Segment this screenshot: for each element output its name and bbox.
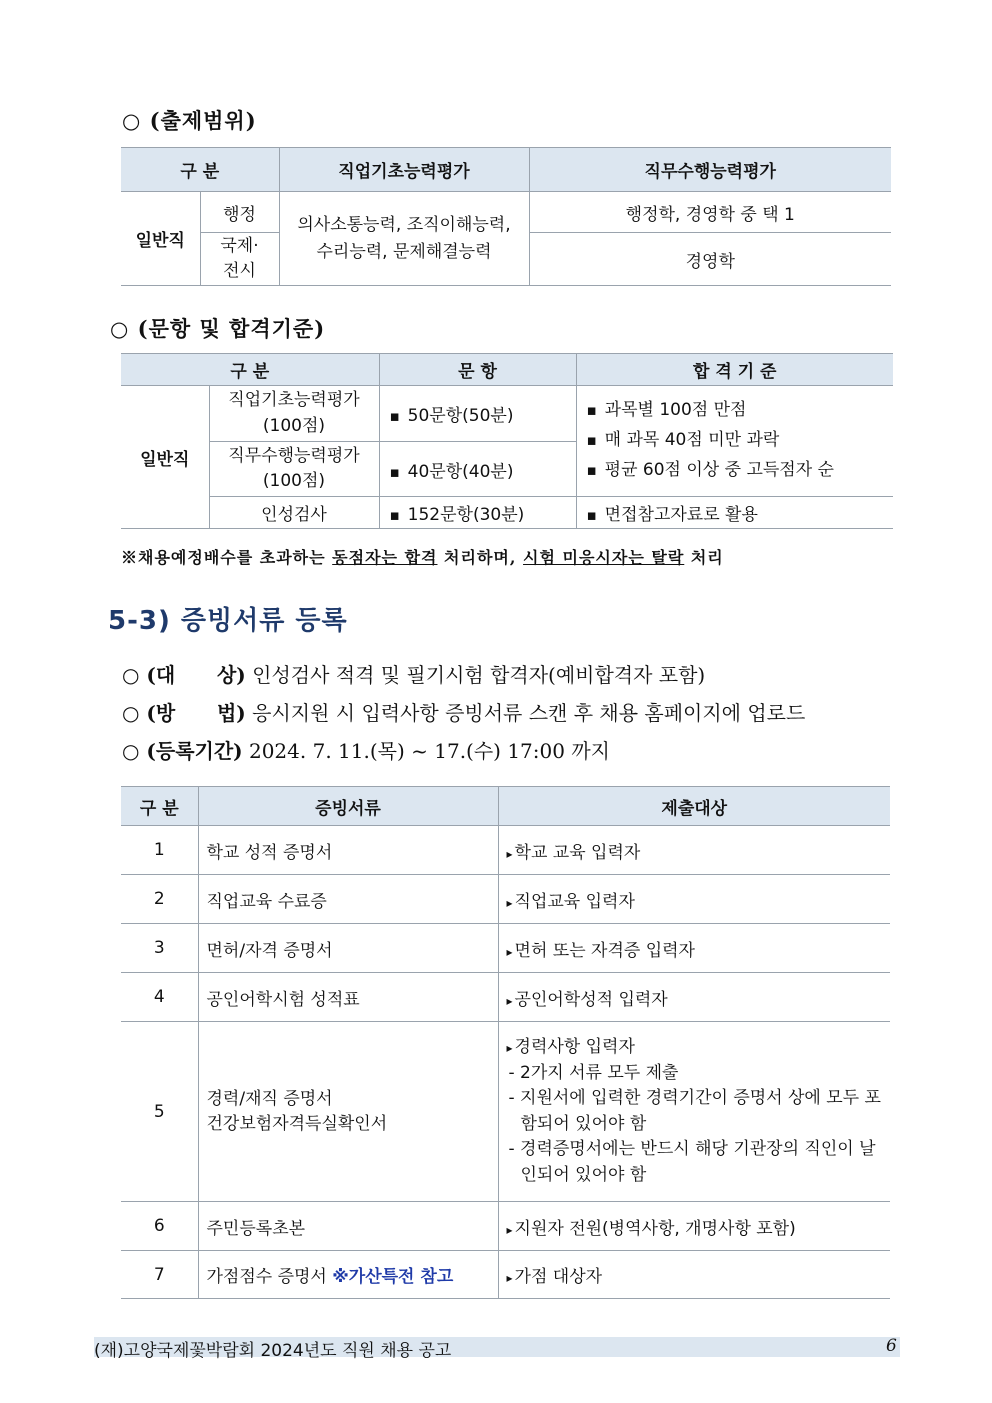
table-row [121, 1251, 890, 1299]
doc-name [198, 1251, 498, 1299]
docs-header-no: 구 분 [121, 787, 198, 826]
criteria-row-items [379, 497, 576, 529]
table-row [121, 826, 890, 875]
criteria-header-items: 문 항 [379, 354, 576, 386]
info-label: ○ (대 상) [122, 663, 246, 687]
section-title: 5-3) 증빙서류 등록 [108, 606, 348, 636]
doc-no: 3 [121, 924, 198, 973]
table-row [121, 1022, 890, 1202]
scope-job-intl: 경영학 [529, 233, 891, 286]
pass-item: ▪ 매 과목 40점 미만 과락 [587, 426, 890, 456]
doc-detail: - 경력증명서에는 반드시 해당 기관장의 직인이 날인되어 있어야 함 [508, 1139, 876, 1185]
doc-name: 학교 성적 증명서 [198, 826, 498, 875]
criteria-heading: ○ (문항 및 합격기준) [110, 316, 326, 341]
criteria-header-category: 구 분 [121, 354, 379, 386]
scope-sub-intl: 국제· 전시 [200, 233, 279, 286]
doc-target-text: ▸ 면허 또는 자격증 입력자 [507, 941, 695, 961]
doc-name-text: 가점점수 증명서 [206, 1267, 333, 1287]
footer-org: (재)고양국제꽃박람회 2024년도 직원 채용 공고 [94, 1341, 452, 1361]
info-line-target [122, 659, 705, 688]
scope-heading: ○ (출제범위) [122, 108, 257, 133]
criteria-items-text: ▪ 50문항(50분) [390, 406, 514, 426]
scope-header-basic: 직업기초능력평가 [279, 148, 529, 192]
info-line-method [122, 697, 805, 726]
info-text: 2024. 7. 11.(목) ~ 17.(수) 17:00 까지 [248, 739, 610, 763]
doc-target [498, 826, 890, 875]
criteria-row-items [379, 442, 576, 497]
scope-header-category: 구 분 [121, 148, 279, 192]
criteria-pass-list [576, 386, 893, 497]
table-row [121, 973, 890, 1022]
criteria-row-name: 인성검사 [209, 497, 379, 529]
criteria-items-text: ▪ 40문항(40분) [390, 462, 514, 482]
doc-target [498, 875, 890, 924]
scope-job-admin: 행정학, 경영학 중 택 1 [529, 192, 891, 233]
pass-item: ▪ 과목별 100점 만점 [587, 396, 890, 426]
note-suffix: 처리 [684, 548, 724, 567]
note-prefix: ※채용예정배수를 초과하는 [121, 548, 333, 567]
doc-target-text: ▸ 학교 교육 입력자 [507, 843, 641, 863]
doc-target-text: ▸ 지원자 전원(병역사항, 개명사항 포함) [507, 1219, 796, 1239]
criteria-note [121, 545, 724, 568]
criteria-row-name: 직업기초능력평가 (100점) [209, 386, 379, 442]
pass-item: ▪ 평균 60점 이상 중 고득점자 순 [587, 456, 890, 486]
doc-target [498, 1202, 890, 1251]
note-tie-rule: 동점자는 합격 [332, 548, 438, 567]
info-text: 응시지원 시 입력사항 증빙서류 스캔 후 채용 홈페이지에 업로드 [252, 701, 806, 725]
info-text: 인성검사 적격 및 필기시험 합격자(예비합격자 포함) [252, 663, 706, 687]
criteria-group: 일반직 [121, 386, 209, 529]
doc-target [498, 1251, 890, 1299]
note-absent-rule: 시험 미응시자는 탈락 [523, 548, 685, 567]
doc-target-text: ▸ 가점 대상자 [507, 1267, 603, 1287]
doc-target-text: ▸ 직업교육 입력자 [507, 892, 635, 912]
docs-table [121, 786, 890, 1299]
scope-table [121, 147, 891, 286]
doc-name: 면허/자격 증명서 [198, 924, 498, 973]
table-row [121, 1202, 890, 1251]
doc-no: 1 [121, 826, 198, 875]
criteria-row-items [379, 386, 576, 442]
table-row [121, 875, 890, 924]
pass-personality-text: ▪ 면접참고자료로 활용 [587, 505, 758, 525]
docs-header-target: 제출대상 [498, 787, 890, 826]
doc-no: 7 [121, 1251, 198, 1299]
info-label: ○ (등록기간) [122, 739, 243, 763]
doc-target [498, 973, 890, 1022]
doc-detail: - 지원서에 입력한 경력기간이 증명서 상에 모두 포함되어 있어야 함 [508, 1088, 881, 1134]
doc-target-text: ▸ 경력사항 입력자 [507, 1035, 887, 1061]
docs-header-doc: 증빙서류 [198, 787, 498, 826]
doc-no: 4 [121, 973, 198, 1022]
doc-detail: - 2가지 서류 모두 제출 [508, 1062, 679, 1083]
doc-target [498, 924, 890, 973]
doc-no: 6 [121, 1202, 198, 1251]
scope-sub-admin: 행정 [200, 192, 279, 233]
doc-name: 직업교육 수료증 [198, 875, 498, 924]
doc-name: 공인어학시험 성적표 [198, 973, 498, 1022]
doc-no: 5 [121, 1022, 198, 1202]
doc-target-text: ▸ 공인어학성적 입력자 [507, 990, 668, 1010]
criteria-items-text: ▪ 152문항(30분) [390, 505, 525, 525]
scope-header-job: 직무수행능력평가 [529, 148, 891, 192]
doc-name: 경력/재직 증명서 건강보험자격득실확인서 [198, 1022, 498, 1202]
info-label: ○ (방 법) [122, 701, 246, 725]
info-line-period [122, 735, 610, 764]
doc-name: 주민등록초본 [198, 1202, 498, 1251]
page-number: 6 [886, 1336, 897, 1356]
note-mid: 처리하며, [437, 548, 524, 567]
criteria-header-pass: 합 격 기 준 [576, 354, 893, 386]
criteria-pass-personality [576, 497, 893, 529]
scope-basic-abilities: 의사소통능력, 조직이해능력, 수리능력, 문제해결능력 [279, 192, 529, 286]
table-row [121, 924, 890, 973]
doc-bonus-note: ※가산특전 참고 [332, 1267, 454, 1287]
criteria-row-name: 직무수행능력평가 (100점) [209, 442, 379, 497]
criteria-table [121, 353, 893, 529]
doc-no: 2 [121, 875, 198, 924]
doc-target [498, 1022, 890, 1202]
scope-group: 일반직 [121, 192, 200, 286]
